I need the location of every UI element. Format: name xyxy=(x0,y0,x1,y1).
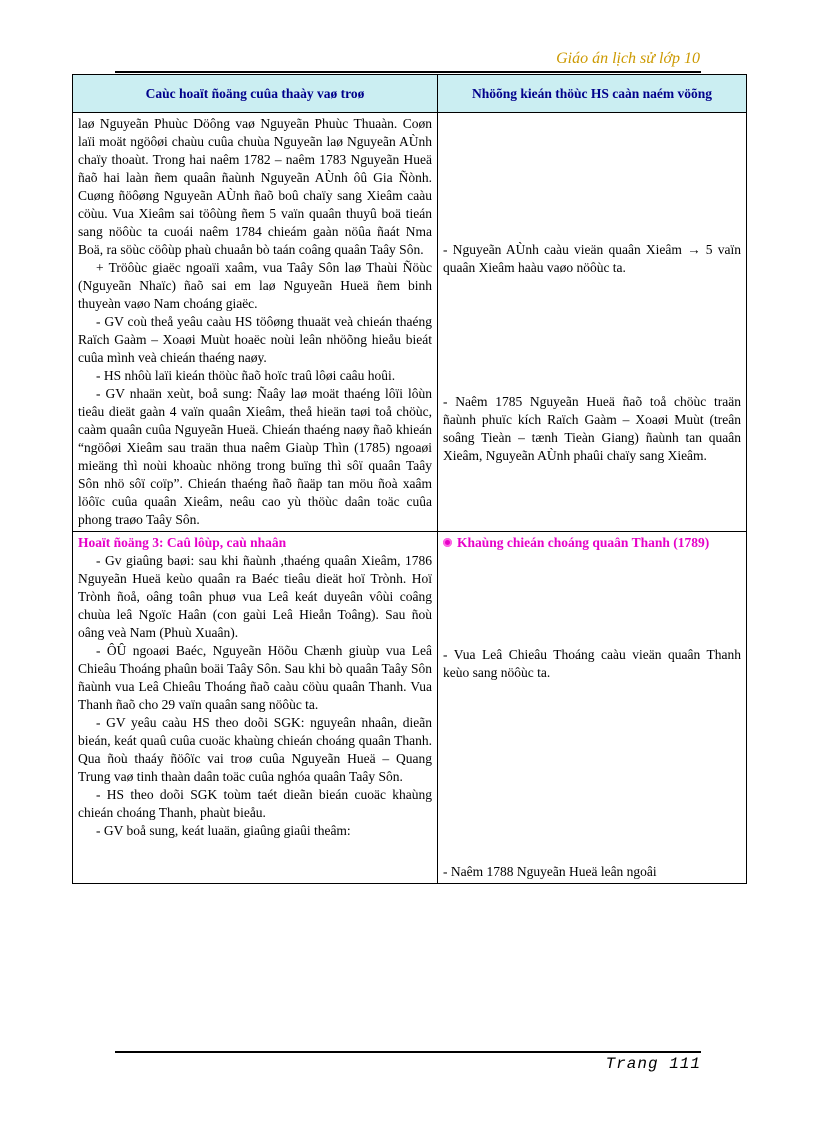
section-heading-text: Khaùng chieán choáng quaân Thanh (1789) xyxy=(457,535,710,550)
bullet-icon xyxy=(443,538,452,547)
table-header-row xyxy=(73,75,747,113)
col2-header: Nhöõng kieán thöùc HS caàn naém vöõng xyxy=(438,75,747,113)
header-divider xyxy=(115,71,701,73)
knowledge-point: - Nguyeãn AÙnh caàu vieän quaân Xieâm → 5 vaïn quaân Xieâm haàu vaøo nöôùc ta. xyxy=(443,242,741,275)
paragraph: - GV nhaän xeùt, boå sung: Ñaây laø moät thaéng lôïi lôùn tieâu dieät gaàn 4 vaïn quaân Xieâm, theå hieän taøi toå chöùc, caàm quaân cuûa Nguyeãn Hueä. Chieán thaéng naøy ñaõ khieán “ngöôøi Xieâm sau traän thua naêm Giaùp Thìn (1785) ngoaøi mieäng thì noùi khoaùc nhöng trong buïng thì sôï quaân Taây Sôn nhö sôï coïp”. Chieán thaéng ñaõ ñaäp tan möu ñoà xaâm löôïc cuûa quaân Xieâm, neâu cao yù thöùc daân toäc cuûa phong traøo Taây Sôn. xyxy=(78,386,432,527)
table-row xyxy=(73,113,747,532)
table-row xyxy=(73,532,747,884)
knowledge-point: - Naêm 1785 Nguyeãn Hueä ñaõ toå chöùc traän ñaùnh phuïc kích Raïch Gaàm – Xoaøi Muùt (treân soâng Tieàn – tænh Tieàn Giang) ñaùnh tan quaân Xieâm, Nguyeãn AÙnh phaûi chaïy sang Xieâm. xyxy=(443,394,741,463)
row1-right-cell xyxy=(438,113,747,532)
row2-left-cell xyxy=(73,532,438,884)
paragraph: - GV coù theå yeâu caàu HS töôøng thuaät veà chieán thaéng Raïch Gaàm – Xoaøi Muùt hoaëc noùi leân nhöõng hieåu bieát cuûa mình veà chieán thaéng naøy. xyxy=(78,314,432,365)
paragraph: + Tröôùc giaëc ngoaïi xaâm, vua Taây Sôn laø Thaùi Ñöùc (Nguyeãn Nhaïc) ñaõ sai em laø Nguyeãn Hueä ñem binh thuyeàn vaøo Nam choáng giaëc. xyxy=(78,260,432,311)
page-number: Trang 111 xyxy=(605,1055,701,1073)
paragraph: - GV yeâu caàu HS theo doõi SGK: nguyeân nhaân, dieãn bieán, keát quaû cuûa cuoäc khaùng chieán choáng quaân Thanh. Qua ñoù thaáy ñöôïc vai troø cuûa Nguyeãn Hueä – Quang Trung vaø tinh thaàn daân toäc cuûa nghóa quaân Taây Sôn. xyxy=(78,715,432,784)
col1-header: Caùc hoaït ñoäng cuûa thaày vaø troø xyxy=(73,75,438,113)
paragraph: - ÔÛ ngoaøi Baéc, Nguyeãn Höõu Chænh giuùp vua Leâ Chieâu Thoáng phaûn boäi Taây Sôn. Sau khi bò quaân Taây Sôn ñaùnh vua Leâ Chieâu Thoáng ñaõ caàu cöùu quaân Thanh. Vua Thanh ñaõ cho 29 vaïn quaân sang nöôùc ta. xyxy=(78,643,432,712)
header-title: Giáo án lịch sử lớp 10 xyxy=(556,50,700,67)
footer-divider xyxy=(115,1051,701,1053)
row1-left-cell xyxy=(73,113,438,532)
paragraph: laø Nguyeãn Phuùc Döông vaø Nguyeãn Phuùc Thuaàn. Coøn laïi moät ngöôøi chaùu cuûa chuùa Nguyeãn laø Nguyeãn AÙnh chaïy thoaùt. Trong hai naêm 1782 – naêm 1783 Nguyeãn Hueä ñaõ hai laàn ñem quaân ñaùnh Nguyeãn AÙnh ôû Gia Ñònh. Cuøng ñöôøng Nguyeãn AÙnh ñaõ boû chaïy sang Xieâm caàu cöùu. Vua Xieâm sai töôùng ñem 5 vaïn quaân thuyû boä tieán sang nöôùc ta cuoái naêm 1784 chieám gaàn nöûa ñaát Nma Boä, ra söùc cöôùp phaù chuaån bò taán coâng quaân Taây Sôn. xyxy=(78,116,432,257)
paragraph: - GV boå sung, keát luaän, giaûng giaûi theâm: xyxy=(96,823,351,838)
knowledge-point: - Vua Leâ Chieâu Thoáng caàu vieän quaân Thanh keùo sang nöôùc ta. xyxy=(443,647,741,680)
paragraph: - Gv giaûng baøi: sau khi ñaùnh ,thaéng quaân Xieâm, 1786 Nguyeãn Hueä keùo quaân ra Baéc tieâu dieät hoï Trònh. Hoï Trònh ñoå, oâng toân phuø vua Leâ keát duyeân vôùi coâng chuùa leâ Ngoïc Haân (con gaùi Leâ Hieån Toâng). Sau ñoù oâng veà Nam (Phuù Xuaân). xyxy=(78,553,432,640)
paragraph: - HS theo doõi SGK toùm taét dieãn bieán cuoäc khaùng chieán choáng Thanh, phaùt bieåu. xyxy=(78,787,432,820)
activity-heading: Hoaït ñoäng 3: Caû lôùp, caù nhaân xyxy=(78,535,287,550)
knowledge-point: - Naêm 1788 Nguyeãn Hueä leân ngoâi xyxy=(443,864,657,879)
paragraph: - HS nhôù laïi kieán thöùc ñaõ hoïc traû lôøi caâu hoûi. xyxy=(96,368,396,383)
lesson-table xyxy=(72,74,747,884)
row2-right-cell xyxy=(438,532,747,884)
section-heading xyxy=(443,534,741,552)
